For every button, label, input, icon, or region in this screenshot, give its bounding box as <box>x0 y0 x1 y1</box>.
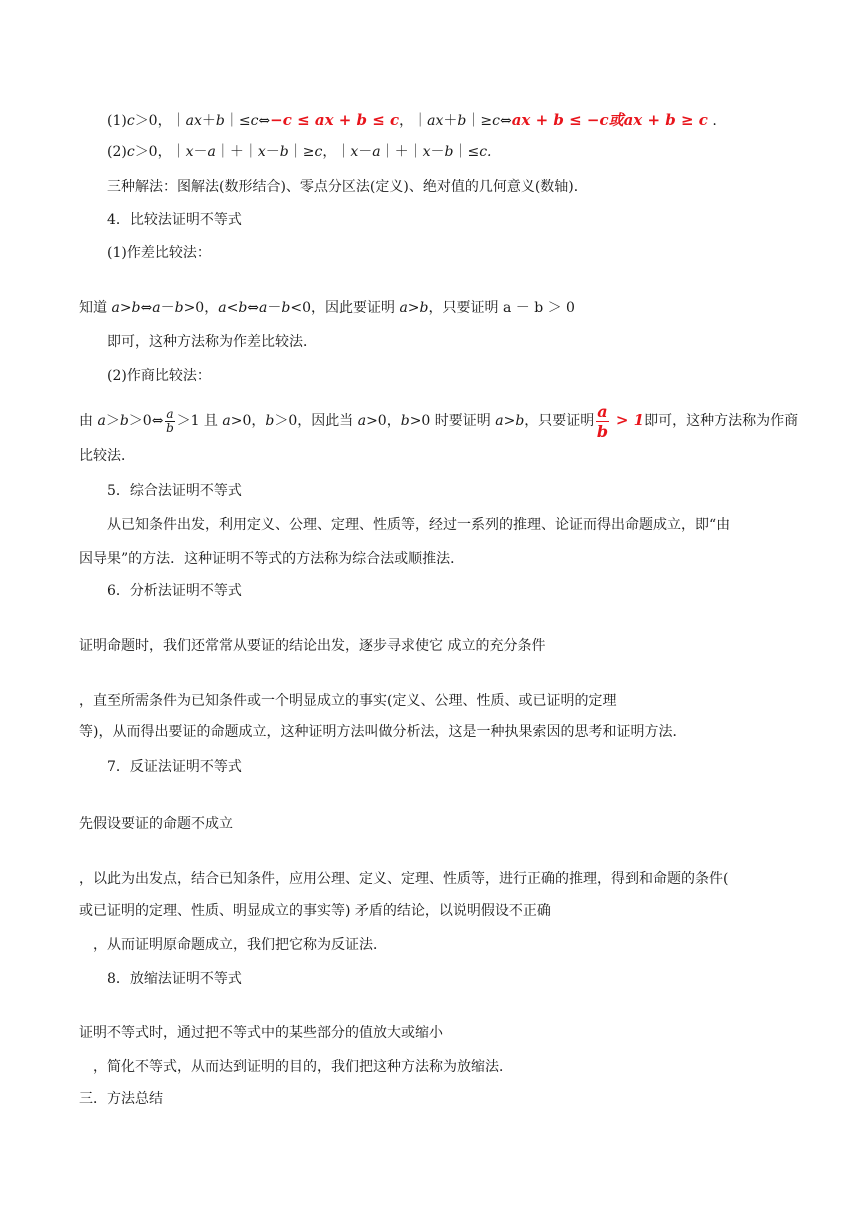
red-fraction-a-over-b: $\frac{a}{b}$ <box>596 401 609 441</box>
abs-inequality-line-2: (2)c＞0，｜x－a｜＋｜x－b｜≥c，｜x－a｜＋｜x－b｜≤c. <box>107 144 492 160</box>
shrink-text-2: ，简化不等式，从而达到证明的目的，我们把这种方法称为放缩法． <box>93 1059 513 1075</box>
contradiction-text-4: ，从而证明原命题成立，我们把它称为反证法． <box>93 937 387 953</box>
three-methods-text: 三种解法：图解法(数形结合)、零点分区法(定义)、绝对值的几何意义(数轴)． <box>107 179 588 195</box>
quotient-method-text: 由 a＞b＞0⇔ $\frac{a}{b}$ ＞1 且 a>0，b＞0，因此当 a>0，b>0 时要证明 a>b，只要证明 $\frac{a}{b}$ > 1即可，这种方法称为作商 <box>79 401 799 441</box>
synthesis-text-1: 从已知条件出发，利用定义、公理、定理、性质等，经过一系列的推理、论证而得出命题成立，即“由 <box>107 517 731 533</box>
fraction-a-over-b: $\frac{a}{b}$ <box>166 406 174 435</box>
contradiction-text-3: 或已证明的定理、性质、明显成立的事实等) 矛盾的结论，以说明假设不正确 <box>79 903 551 919</box>
section-heading-5: 5．综合法证明不等式 <box>107 483 242 499</box>
subheading-quotient: (2)作商比较法： <box>107 368 211 384</box>
subheading-difference: (1)作差比较法： <box>107 245 211 261</box>
section-heading-6: 6．分析法证明不等式 <box>107 583 242 599</box>
section-heading-7: 7．反证法证明不等式 <box>107 759 242 775</box>
difference-method-end: 即可，这种方法称为作差比较法． <box>107 334 317 350</box>
quotient-method-end: 比较法． <box>79 448 135 464</box>
contradiction-text-2: ，以此为出发点，结合已知条件，应用公理、定义、定理、性质等，进行正确的推理，得到和命题的条件( <box>79 871 729 887</box>
summary-heading: 三．方法总结 <box>79 1091 163 1107</box>
red-greater-than-one: > 1 <box>610 411 645 429</box>
synthesis-text-2: 因导果”的方法．这种证明不等式的方法称为综合法或顺推法． <box>79 551 465 567</box>
analysis-text-3: 等)，从而得出要证的命题成立，这种证明方法叫做分析法，这是一种执果索因的思考和证明方法． <box>79 724 687 740</box>
red-formula-1: −c ≤ ax + b ≤ c <box>270 111 400 129</box>
contradiction-text-1: 先假设要证的命题不成立 <box>79 816 233 832</box>
section-heading-4: 4．比较法证明不等式 <box>107 212 242 228</box>
red-formula-2: ax + b ≤ −c或ax + b ≥ c <box>511 111 708 129</box>
difference-method-text: 知道 a>b⇔a－b>0，a<b⇔a－b<0，因此要证明 a>b，只要证明 a － b ＞ 0 <box>79 300 575 316</box>
shrink-text-1: 证明不等式时，通过把不等式中的某些部分的值放大或缩小 <box>79 1025 443 1041</box>
analysis-text-1: 证明命题时，我们还常常从要证的结论出发，逐步寻求使它 成立的充分条件 <box>79 638 546 654</box>
analysis-text-2: ，直至所需条件为已知条件或一个明显成立的事实(定义、公理、性质、或已证明的定理 <box>79 693 617 709</box>
abs-inequality-line-1: (1)c＞0，｜ax＋b｜≤c⇔−c ≤ ax + b ≤ c，｜ax＋b｜≥c⇔ax + b ≤ −c或ax + b ≥ c . <box>107 111 717 129</box>
section-heading-8: 8．放缩法证明不等式 <box>107 971 242 987</box>
